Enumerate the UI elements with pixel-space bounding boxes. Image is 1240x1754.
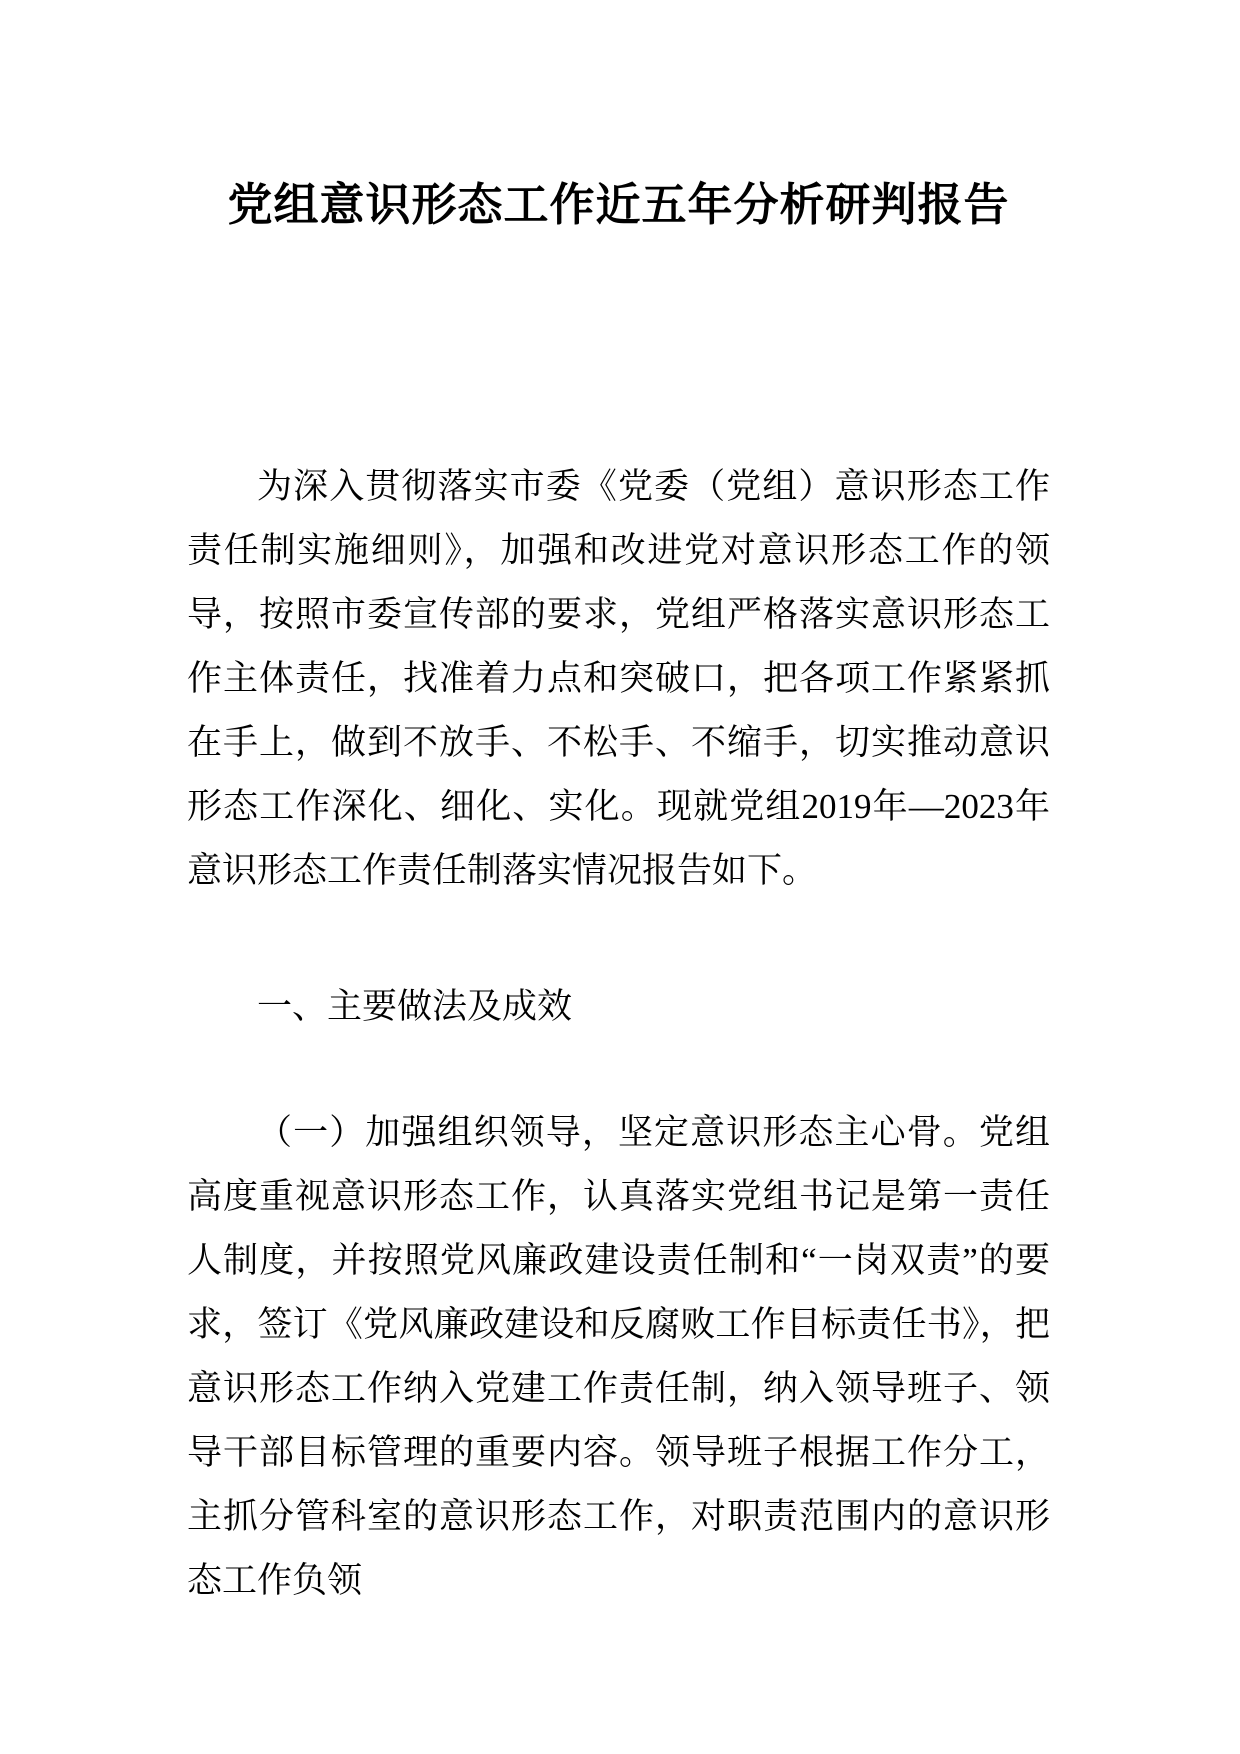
section-heading-1: 一、主要做法及成效 — [257, 987, 573, 1026]
document-title: 党组意识形态工作近五年分析研判报告 — [227, 179, 1010, 230]
section-1-paragraph: （一）加强组织领导，坚定意识形态主心骨。党组高度重视意识形态工作，认真落实党组书记是第一责任人制度，并按照党风廉政建设责任制和“一岗双责”的要求，签订《党风廉政建设和反腐败工作目标责任书》，把意识形态工作纳入党建工作责任制，纳入领导班子、领导干部目标管理的重要内容。领导班子根据工作分工，主抓分管科室的意识形态工作，对职责范围内的意识形态工作负领 — [187, 1113, 1050, 1600]
intro-paragraph: 为深入贯彻落实市委《党委（党组）意识形态工作责任制实施细则》，加强和改进党对意识形态工作的领导，按照市委宣传部的要求，党组严格落实意识形态工作主体责任，找准着力点和突破口，把各项工作紧紧抓在手上，做到不放手、不松手、不缩手，切实推动意识形态工作深化、细化、实化。现就党组2019年—2023年意识形态工作责任制落实情况报告如下。 — [187, 467, 1050, 890]
